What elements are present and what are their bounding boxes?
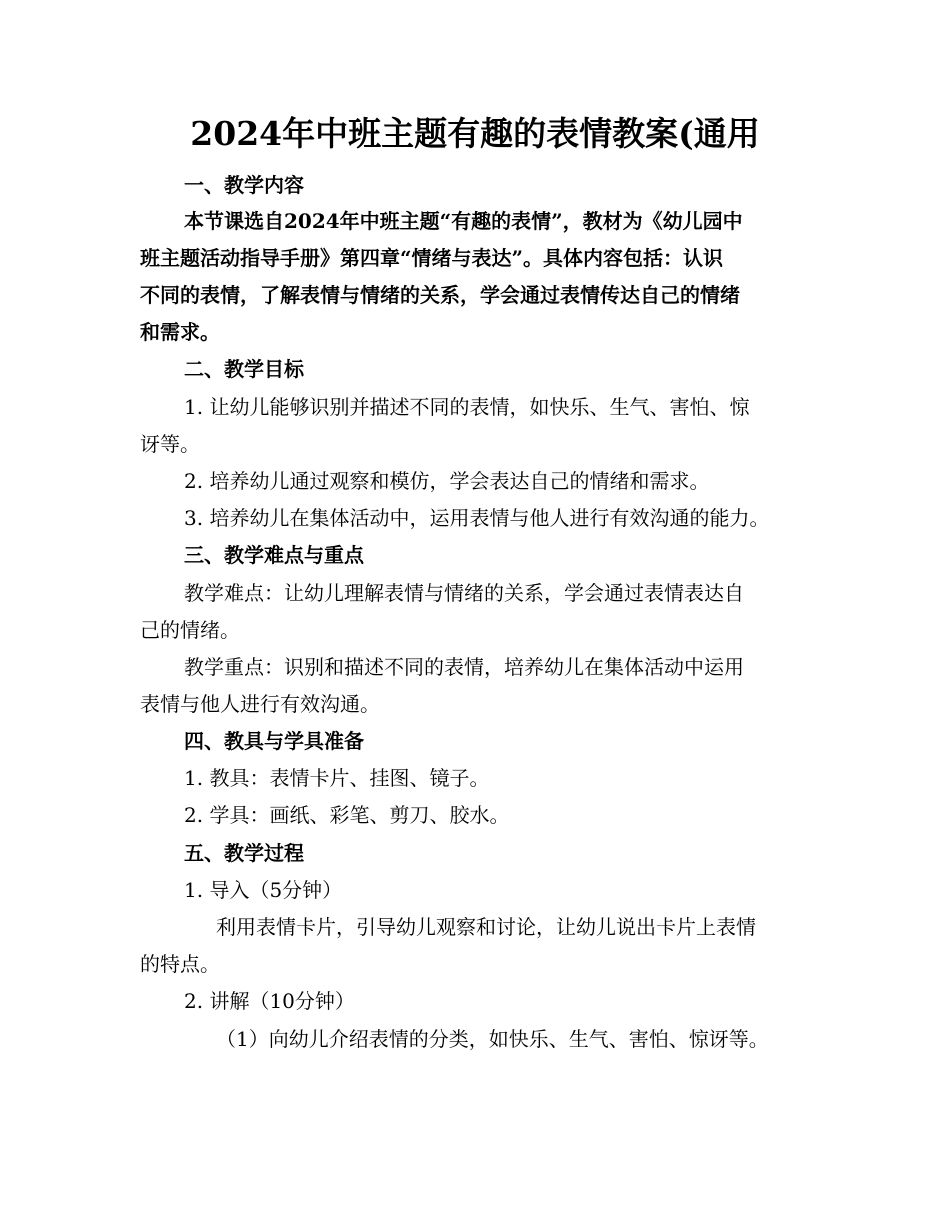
paragraph-line: 和需求。 xyxy=(140,320,220,344)
paragraph-line: 己的情绪。 xyxy=(140,618,240,642)
list-item: 2. 学具：画纸、彩笔、剪刀、胶水。 xyxy=(184,803,510,827)
paragraph-line: 教学重点：识别和描述不同的表情，培养幼儿在集体活动中运用 xyxy=(184,655,744,679)
list-item: 1. 让幼儿能够识别并描述不同的表情，如快乐、生气、害怕、惊 xyxy=(184,395,750,419)
paragraph-line: 表情与他人进行有效沟通。 xyxy=(140,692,380,716)
paragraph-line: 的特点。 xyxy=(140,952,220,976)
list-item: 1. 导入（5分钟） xyxy=(184,878,343,902)
list-item: 2. 培养幼儿通过观察和模仿，学会表达自己的情绪和需求。 xyxy=(184,469,710,493)
list-item-continuation: 讶等。 xyxy=(140,432,200,456)
paragraph-line: 班主题活动指导手册》第四章“情绪与表达”。具体内容包括：认识 xyxy=(140,246,724,270)
list-item: 1. 教具：表情卡片、挂图、镜子。 xyxy=(184,766,490,790)
paragraph-line: （1）向幼儿介绍表情的分类，如快乐、生气、害怕、惊讶等。 xyxy=(216,1027,769,1051)
paragraph-line: 不同的表情，了解表情与情绪的关系，学会通过表情传达自己的情绪 xyxy=(140,283,740,307)
paragraph-line: 本节课选自2024年中班主题“有趣的表情”，教材为《幼儿园中 xyxy=(184,209,743,233)
heading-teaching-process: 五、教学过程 xyxy=(184,841,304,865)
heading-difficulties-and-key-points: 三、教学难点与重点 xyxy=(184,543,364,567)
list-item: 2. 讲解（10分钟） xyxy=(184,989,355,1013)
list-item: 3. 培养幼儿在集体活动中，运用表情与他人进行有效沟通的能力。 xyxy=(184,506,770,530)
heading-teaching-aids: 四、教具与学具准备 xyxy=(184,729,364,753)
paragraph-line: 利用表情卡片，引导幼儿观察和讨论，让幼儿说出卡片上表情 xyxy=(216,915,756,939)
heading-teaching-content: 一、教学内容 xyxy=(184,173,304,197)
document-title: 2024年中班主题有趣的表情教案(通用 xyxy=(190,114,760,153)
heading-teaching-objectives: 二、教学目标 xyxy=(184,357,304,381)
paragraph-line: 教学难点：让幼儿理解表情与情绪的关系，学会通过表情表达自 xyxy=(184,581,744,605)
